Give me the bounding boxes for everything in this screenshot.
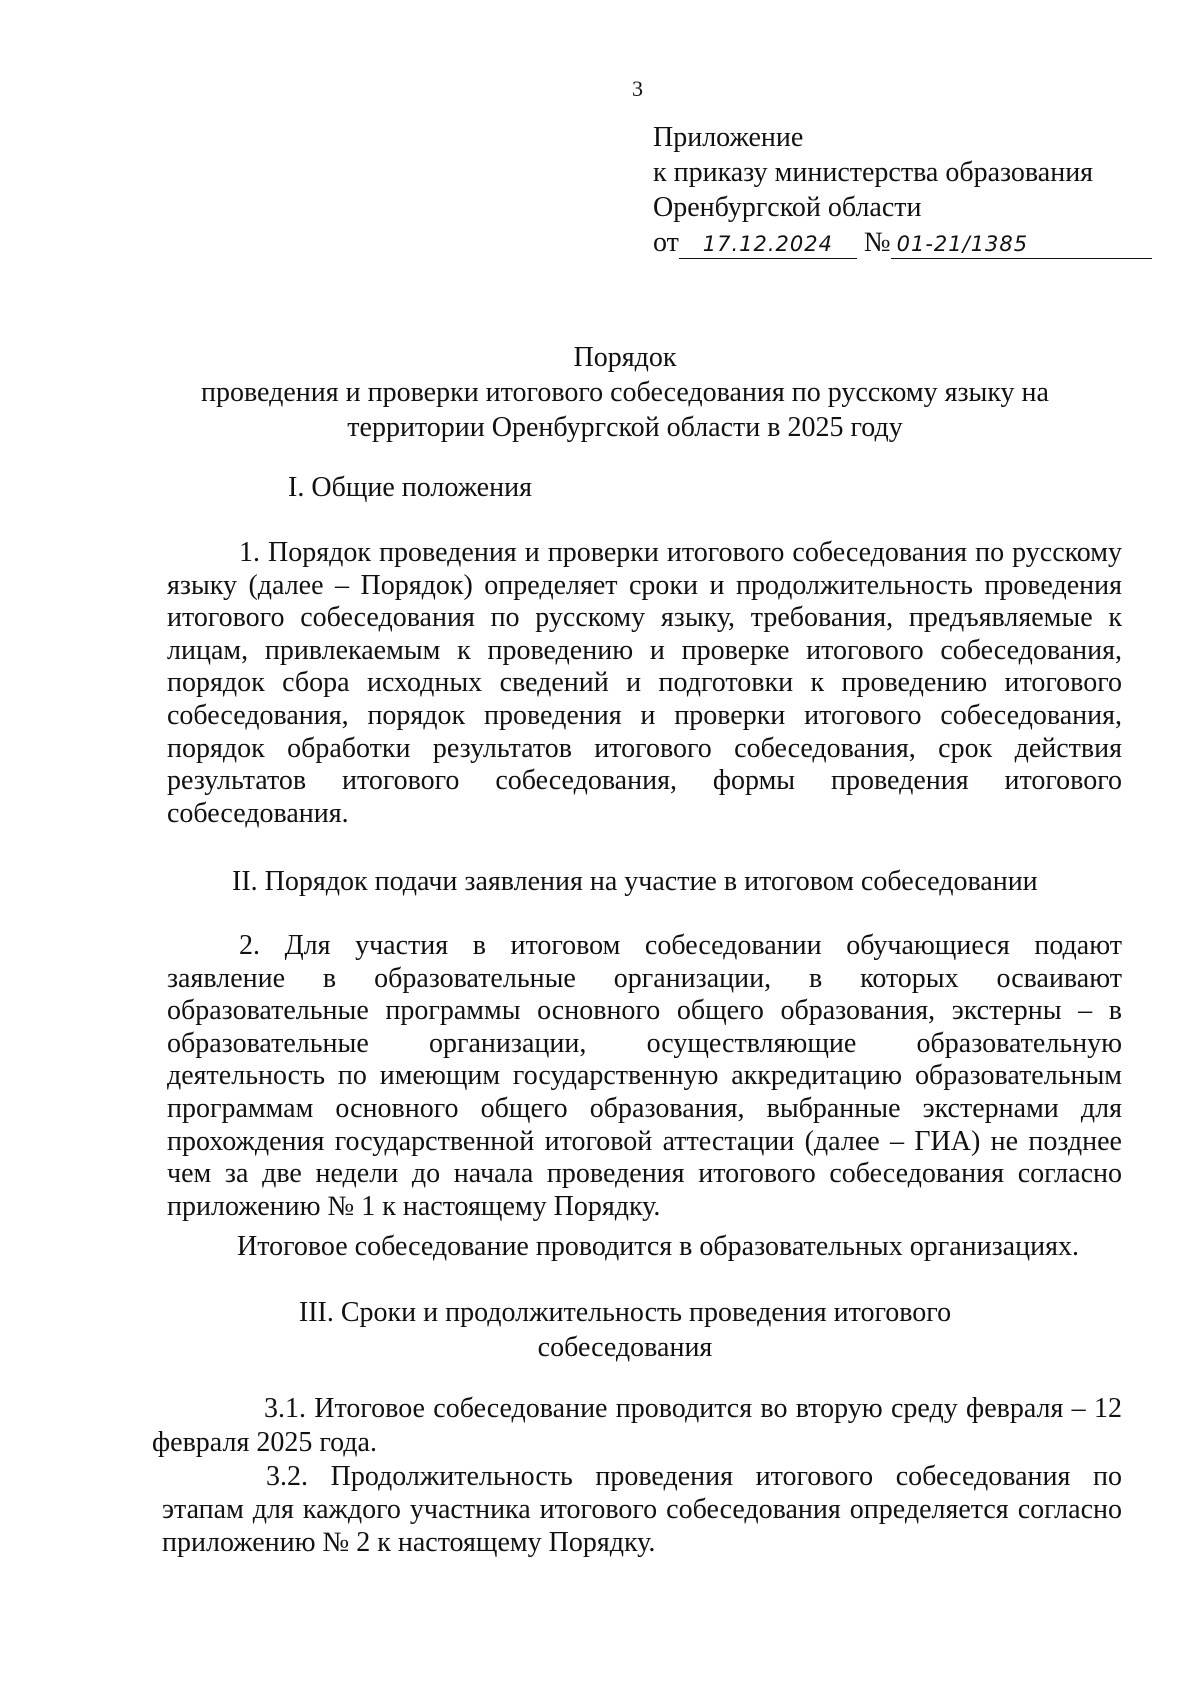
appendix-line-2: к приказу министерства образования: [653, 157, 1094, 188]
section-1-paragraph-1: 1. Порядок проведения и проверки итогового собеседования по русскому языку (далее – Порядок) определяет сроки и продолжительность проведения итогового собеседования по русскому языку, требования, предъявляемые к лицам, привлекаемым к проведению и проверке итогового собеседования, порядок сбора исходных сведений и подготовки к проведению итогового собеседования, порядок проведения и проверки итогового собеседования, порядок обработки результатов итогового собеседования, срок действия результатов итогового собеседования, формы проведения итогового собеседования.: [167, 537, 1122, 829]
appendix-date-number-line: [653, 225, 1173, 260]
section-2-heading: II. Порядок подачи заявления на участие в итоговом собеседовании: [232, 866, 1038, 897]
section-3-heading: [160, 1295, 1090, 1365]
title-line-2: проведения и проверки итогового собеседования по русскому языку на: [201, 377, 1049, 408]
section-1-heading: I. Общие положения: [288, 472, 532, 503]
appendix-block: [653, 120, 1173, 260]
number-field: [891, 229, 1152, 259]
section-2-paragraph-2: Итоговое собеседование проводится в образовательных организациях.: [237, 1231, 1079, 1262]
section-2-paragraph-1: 2. Для участия в итоговом собеседовании обучающиеся подают заявление в образовательные организации, в которых осваивают образовательные программы основного общего образования, экстерны – в образовательные организации, осуществляющие образовательную деятельность по имеющим государственную аккредитацию образовательным программам основного общего образования, выбранные экстернами для прохождения государственной итоговой аттестации (далее – ГИА) не позднее чем за две недели до начала проведения итогового собеседования согласно приложению № 1 к настоящему Порядку.: [167, 930, 1122, 1222]
page-number: 3: [632, 76, 643, 101]
date-prefix: от: [653, 227, 679, 258]
section-3-heading-line-1: III. Сроки и продолжительность проведения итогового: [298, 1297, 952, 1328]
appendix-line-1: Приложение: [653, 122, 804, 153]
appendix-line-3: Оренбургской области: [653, 192, 922, 223]
section-3-heading-line-2: собеседования: [537, 1332, 713, 1363]
document-title: [160, 340, 1090, 445]
date-field: [679, 229, 857, 259]
number-prefix: №: [863, 227, 891, 258]
title-line-3: территории Оренбургской области в 2025 году: [347, 412, 903, 443]
section-3-paragraph-1: 3.1. Итоговое собеседование проводится во вторую среду февраля – 12 февраля 2025 года.: [152, 1393, 1122, 1458]
section-3-paragraph-2: 3.2. Продолжительность проведения итогового собеседования по этапам для каждого участника итогового собеседования определяется согласно приложению № 2 к настоящему Порядку.: [162, 1461, 1122, 1558]
handwritten-number: 01-21/1385: [896, 232, 1029, 256]
title-line-1: Порядок: [573, 342, 677, 373]
handwritten-date: 17.12.2024: [702, 232, 833, 256]
